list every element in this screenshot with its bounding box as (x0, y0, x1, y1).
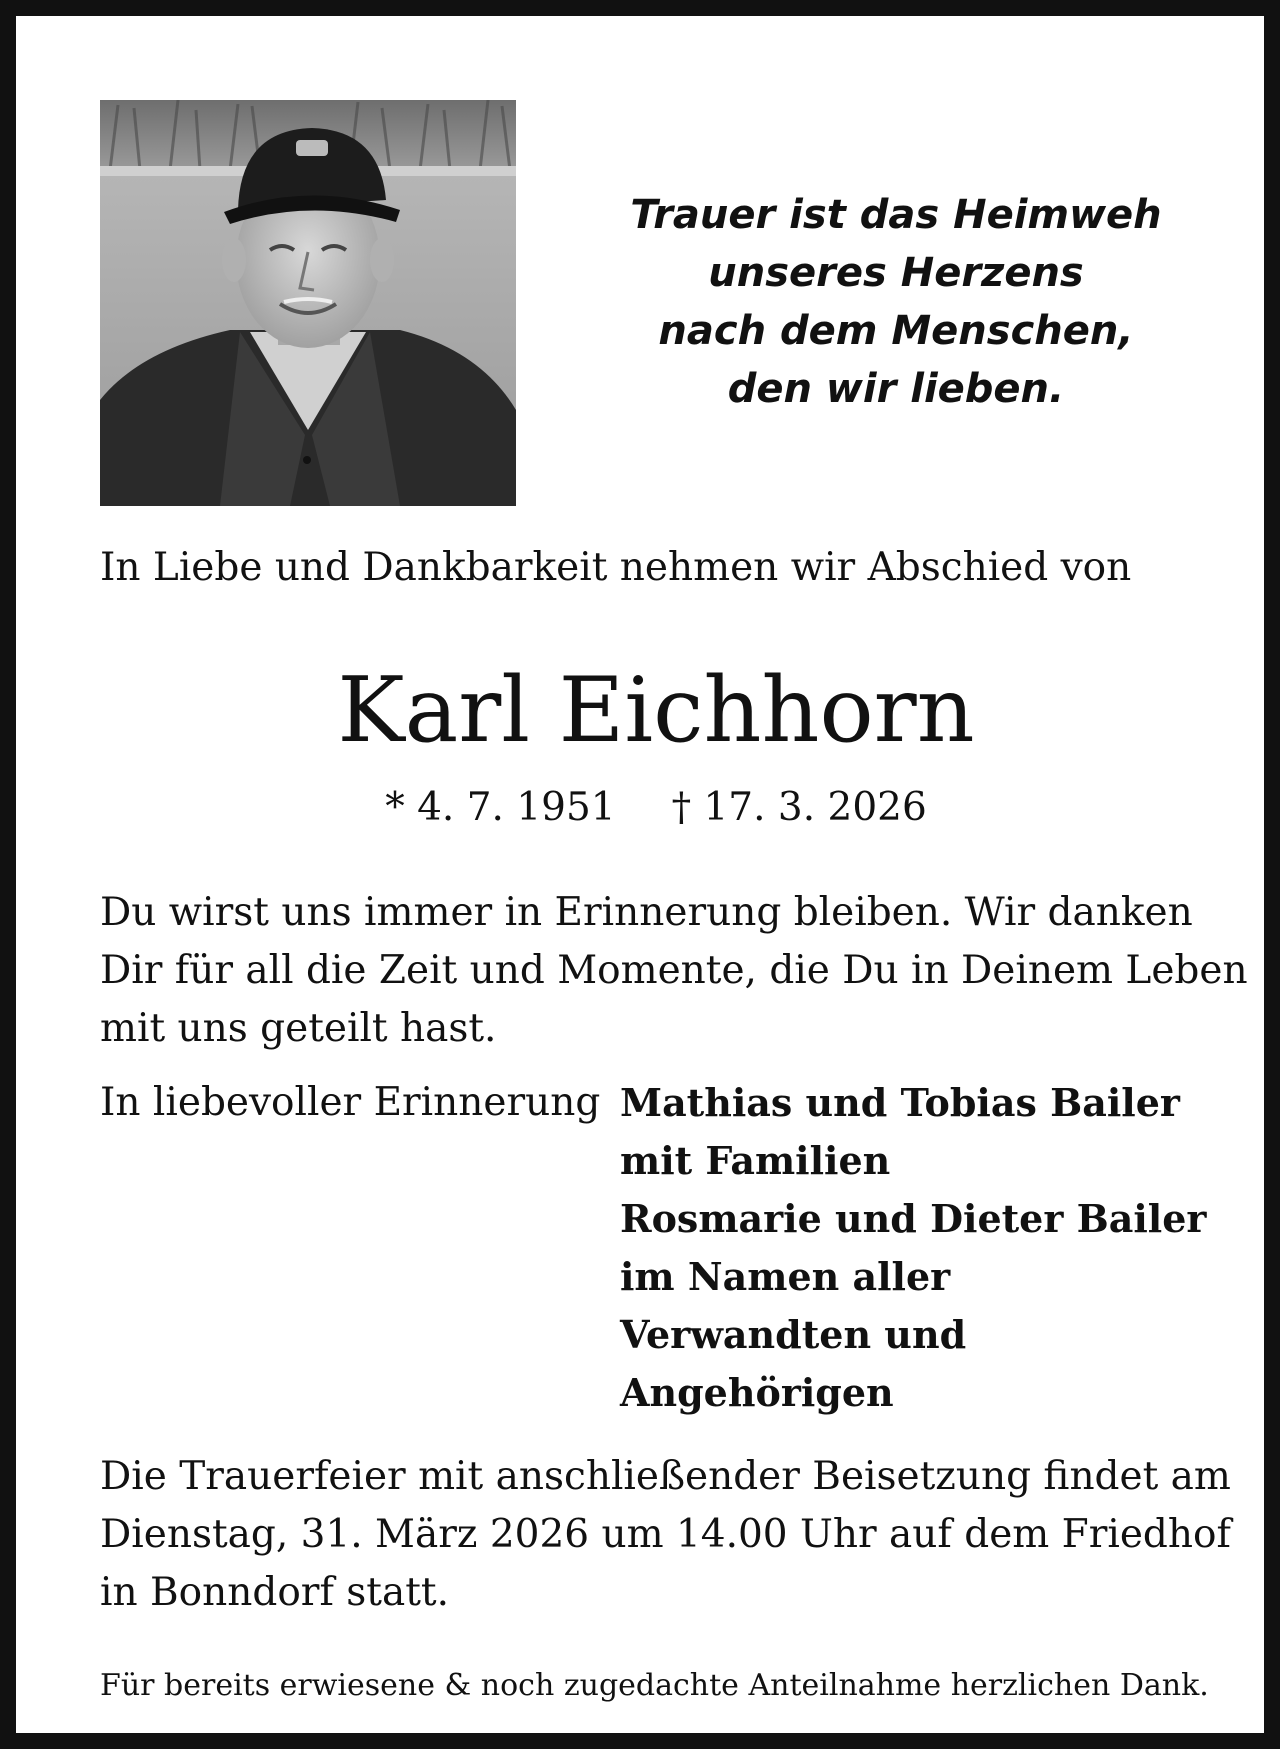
remembrance-line: Du wirst uns immer in Erinnerung bleiben. Wir danken (100, 890, 1193, 935)
mourner-line: Verwandten und (620, 1312, 967, 1357)
signature-label: In liebevoller Erinnerung (100, 1080, 601, 1125)
ceremony-line: Dienstag, 31. März 2026 um 14.00 Uhr auf dem Friedhof (100, 1512, 1231, 1557)
mourner-line: Rosmarie und Dieter Bailer (620, 1196, 1207, 1241)
farewell-intro: In Liebe und Dankbarkeit nehmen wir Abschied von (100, 545, 1132, 590)
quote-line: nach dem Menschen, (658, 308, 1134, 354)
quote-line: unseres Herzens (708, 250, 1084, 296)
portrait-photo-illustration (100, 100, 516, 506)
ceremony-notice (100, 1448, 1231, 1622)
life-dates (16, 782, 1280, 834)
deceased-name: Karl Eichhorn (337, 658, 975, 763)
mourner-line: Mathias und Tobias Bailer (620, 1080, 1180, 1125)
death-date: † 17. 3. 2026 (671, 785, 927, 830)
mourners-list (620, 1074, 1206, 1422)
remembrance-line: mit uns geteilt hast. (100, 1006, 497, 1051)
quote-line: Trauer ist das Heimweh (630, 192, 1162, 238)
portrait-photo (100, 100, 516, 506)
ceremony-line: in Bonndorf statt. (100, 1570, 449, 1615)
mourning-quote (576, 186, 1216, 418)
mourner-line: im Namen aller (620, 1254, 951, 1299)
remembrance-text (100, 884, 1248, 1058)
remembrance-line: Dir für all die Zeit und Momente, die Du in Deinem Leben (100, 948, 1248, 993)
mourner-line: mit Familien (620, 1138, 891, 1183)
mourner-line: Angehörigen (620, 1370, 894, 1415)
thanks-note: Für bereits erwiesene & noch zugedachte Anteilnahme herzlichen Dank. (100, 1668, 1209, 1703)
ceremony-line: Die Trauerfeier mit anschließender Beisetzung findet am (100, 1454, 1231, 1499)
quote-line: den wir lieben. (727, 366, 1065, 412)
birth-date: * 4. 7. 1951 (385, 785, 616, 830)
